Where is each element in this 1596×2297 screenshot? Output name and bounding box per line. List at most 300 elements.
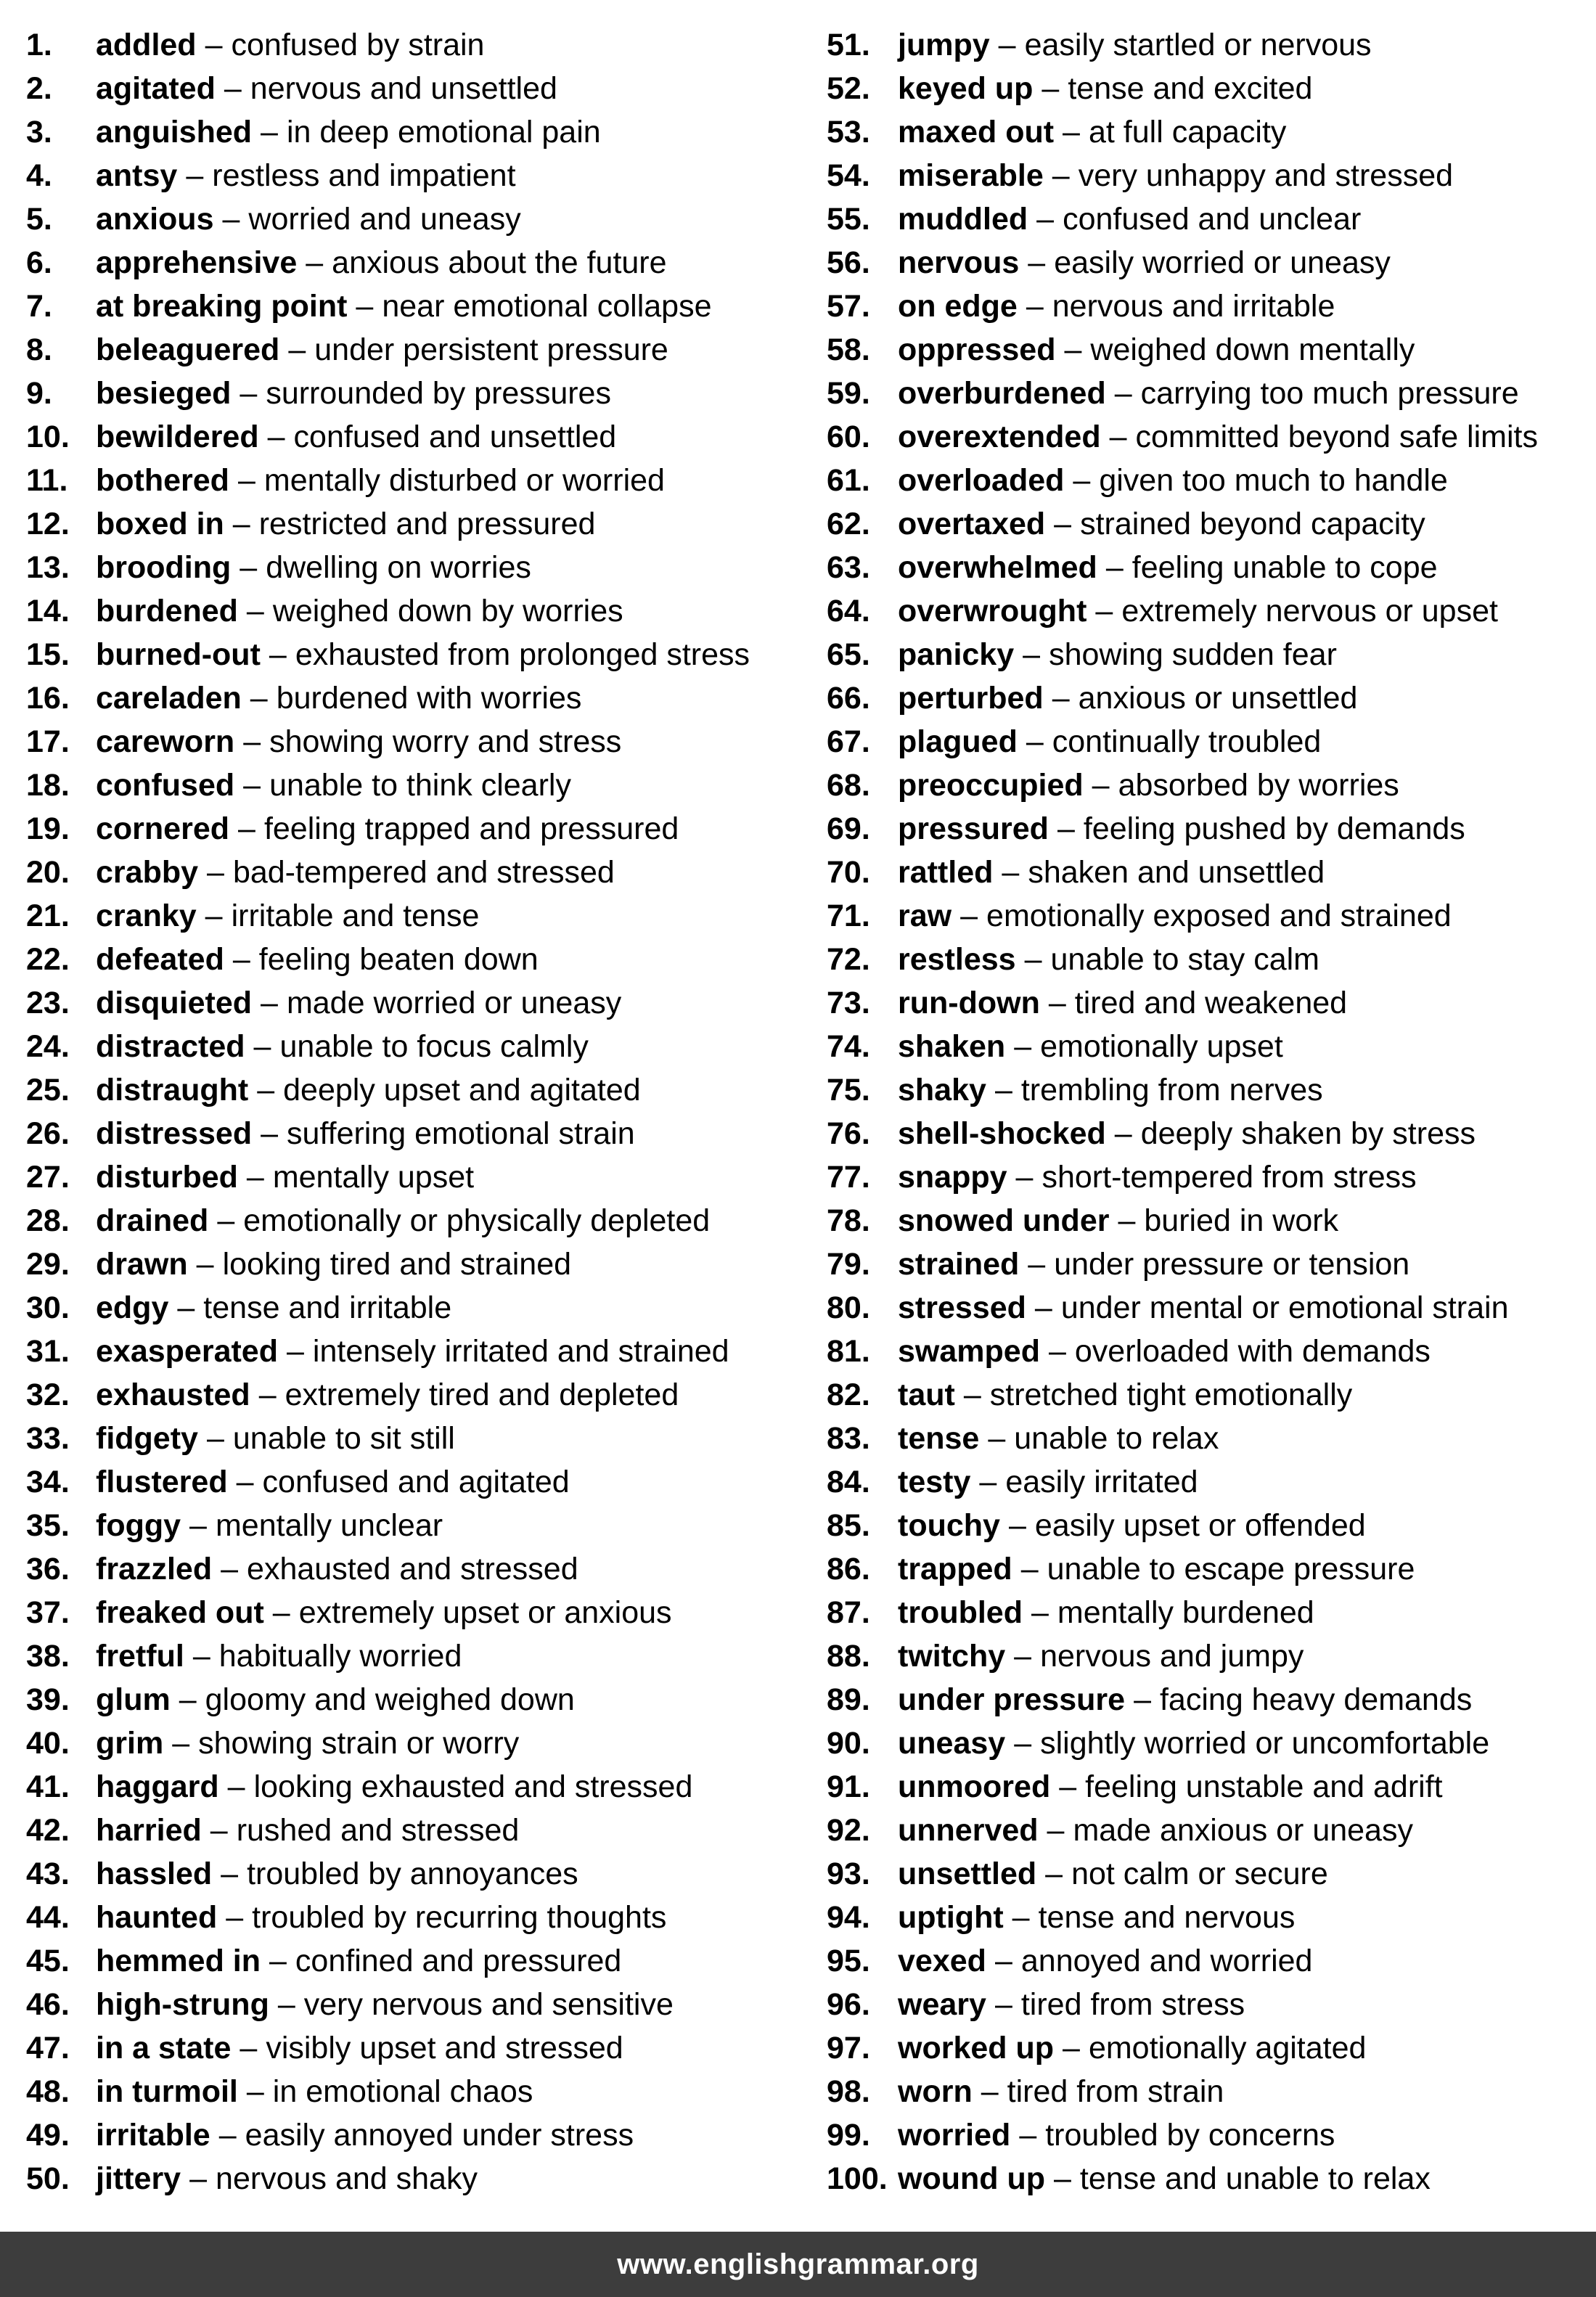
entry-number: 91.	[827, 1769, 870, 1804]
list-item	[26, 415, 795, 459]
list-item	[26, 1068, 795, 1112]
entry-term: vexed	[898, 1944, 986, 1978]
list-item	[827, 1721, 1596, 1765]
entry-separator: –	[1048, 1334, 1066, 1369]
entry-term: careworn	[96, 724, 235, 759]
list-item	[26, 1547, 795, 1591]
entry-definition: under persistent pressure	[314, 332, 668, 367]
entry-separator: –	[240, 550, 258, 585]
entry-definition: feeling unstable and adrift	[1085, 1769, 1443, 1804]
entry-separator: –	[1047, 1813, 1065, 1848]
list-item	[827, 241, 1596, 284]
entry-definition: showing strain or worry	[198, 1726, 520, 1761]
entry-term: bothered	[96, 463, 229, 498]
entry-separator: –	[261, 986, 278, 1020]
list-item	[827, 1199, 1596, 1242]
entry-term: worn	[898, 2074, 973, 2109]
list-item	[26, 1460, 795, 1504]
entry-term: beleaguered	[96, 332, 280, 367]
entry-definition: emotionally upset	[1040, 1029, 1283, 1064]
entry-definition: deeply shaken by stress	[1140, 1116, 1476, 1151]
entry-separator: –	[998, 28, 1016, 62]
list-item	[26, 328, 795, 372]
entry-separator: –	[288, 332, 306, 367]
entry-number: 93.	[827, 1856, 870, 1891]
list-item	[827, 1678, 1596, 1721]
list-item	[827, 589, 1596, 633]
entry-separator: –	[1019, 2118, 1037, 2153]
list-item	[827, 981, 1596, 1025]
entry-definition: deeply upset and agitated	[283, 1073, 641, 1107]
entry-separator: –	[243, 724, 261, 759]
entry-term: flustered	[96, 1465, 228, 1499]
entry-number: 94.	[827, 1900, 870, 1935]
entry-separator: –	[988, 1421, 1006, 1456]
entry-definition: dwelling on worries	[266, 550, 531, 585]
entry-term: troubled	[898, 1595, 1023, 1630]
entry-definition: in emotional chaos	[272, 2074, 533, 2109]
entry-separator: –	[172, 1726, 190, 1761]
entry-separator: –	[221, 1552, 239, 1586]
list-item	[827, 1068, 1596, 1112]
entry-number: 87.	[827, 1595, 870, 1630]
list-item	[26, 1504, 795, 1547]
entry-definition: tense and irritable	[203, 1290, 452, 1325]
entry-term: haggard	[96, 1769, 219, 1804]
entry-number: 89.	[827, 1682, 870, 1717]
list-item	[26, 1939, 795, 1983]
entry-number: 70.	[827, 855, 870, 890]
entry-separator: –	[1020, 1552, 1039, 1586]
list-item	[26, 1591, 795, 1634]
entry-separator: –	[1054, 2161, 1071, 2196]
entry-separator: –	[981, 2074, 999, 2109]
entry-term: shell-shocked	[898, 1116, 1106, 1151]
entry-term: snowed under	[898, 1203, 1110, 1238]
list-item	[827, 415, 1596, 459]
entry-number: 53.	[827, 115, 870, 150]
entry-term: maxed out	[898, 115, 1055, 150]
entry-term: distracted	[96, 1029, 245, 1064]
footer-url[interactable]: www.englishgrammar.org	[617, 2248, 979, 2280]
entry-number: 74.	[827, 1029, 870, 1064]
entry-term: overloaded	[898, 463, 1065, 498]
entry-definition: looking tired and strained	[222, 1247, 572, 1282]
entry-separator: –	[1134, 1682, 1151, 1717]
entry-separator: –	[238, 811, 255, 846]
entry-definition: tired from stress	[1020, 1987, 1245, 2022]
list-item	[827, 938, 1596, 981]
entry-separator: –	[261, 115, 278, 150]
entry-separator: –	[1095, 594, 1113, 628]
list-item	[827, 1112, 1596, 1155]
list-item	[26, 2070, 795, 2113]
list-item	[26, 851, 795, 894]
entry-term: pressured	[898, 811, 1049, 846]
list-item	[827, 110, 1596, 154]
entry-term: run-down	[898, 986, 1040, 1020]
list-item	[26, 676, 795, 720]
entry-number: 45.	[26, 1944, 70, 1978]
entry-separator: –	[1092, 768, 1110, 803]
list-item	[26, 1634, 795, 1678]
entry-number: 61.	[827, 463, 870, 498]
list-item	[827, 197, 1596, 241]
entry-definition: overloaded with demands	[1074, 1334, 1431, 1369]
entry-number: 57.	[827, 289, 870, 324]
entry-separator: –	[1026, 724, 1044, 759]
entry-separator: –	[217, 1203, 235, 1238]
entry-number: 55.	[827, 202, 870, 237]
entry-number: 82.	[827, 1377, 870, 1412]
word-list-column-left	[26, 23, 795, 2200]
entry-separator: –	[1015, 1160, 1034, 1195]
entry-term: freaked out	[96, 1595, 264, 1630]
list-item	[827, 1155, 1596, 1199]
entry-term: cornered	[96, 811, 230, 846]
entry-term: cranky	[96, 898, 197, 933]
list-item	[26, 1025, 795, 1068]
entry-definition: slightly worried or uncomfortable	[1040, 1726, 1490, 1761]
list-item	[26, 894, 795, 938]
entry-definition: extremely tired and depleted	[285, 1377, 679, 1412]
entry-definition: nervous and shaky	[216, 2161, 478, 2196]
list-item	[827, 1025, 1596, 1068]
list-item	[827, 2026, 1596, 2070]
entry-term: at breaking point	[96, 289, 348, 324]
entry-separator: –	[269, 637, 287, 672]
list-item	[827, 2113, 1596, 2157]
entry-term: overburdened	[898, 376, 1106, 411]
entry-definition: annoyed and worried	[1020, 1944, 1313, 1978]
list-item	[26, 1896, 795, 1939]
entry-definition: made anxious or uneasy	[1073, 1813, 1413, 1848]
entry-separator: –	[1059, 1769, 1077, 1804]
entry-term: under pressure	[898, 1682, 1126, 1717]
entry-term: oppressed	[898, 332, 1056, 367]
entry-definition: tired and weakened	[1074, 986, 1348, 1020]
entry-definition: not calm or secure	[1071, 1856, 1328, 1891]
entry-definition: given too much to handle	[1099, 463, 1448, 498]
entry-number: 49.	[26, 2118, 70, 2153]
entry-definition: confused and agitated	[262, 1465, 570, 1499]
entry-term: grim	[96, 1726, 164, 1761]
entry-number: 62.	[827, 507, 870, 541]
entry-separator: –	[243, 768, 261, 803]
entry-definition: unable to relax	[1014, 1421, 1219, 1456]
entry-separator: –	[227, 1769, 245, 1804]
list-item	[26, 197, 795, 241]
entry-definition: carrying too much pressure	[1140, 376, 1519, 411]
entry-separator: –	[356, 289, 374, 324]
entry-separator: –	[287, 1334, 304, 1369]
entry-separator: –	[207, 855, 224, 890]
entry-term: twitchy	[898, 1639, 1006, 1674]
entry-definition: very unhappy and stressed	[1078, 158, 1454, 193]
list-item	[827, 67, 1596, 110]
entry-separator: –	[1073, 463, 1091, 498]
entry-separator: –	[277, 1987, 295, 2022]
entry-term: plagued	[898, 724, 1018, 759]
entry-definition: at full capacity	[1088, 115, 1287, 150]
entry-number: 76.	[827, 1116, 870, 1151]
entry-number: 3.	[26, 115, 52, 150]
entry-number: 8.	[26, 332, 52, 367]
list-item	[26, 589, 795, 633]
entry-definition: exhausted and stressed	[247, 1552, 578, 1586]
list-item	[26, 1678, 795, 1721]
entry-term: irritable	[96, 2118, 210, 2153]
list-item	[26, 720, 795, 763]
entry-separator: –	[1063, 2031, 1080, 2065]
entry-number: 1.	[26, 28, 52, 62]
entry-separator: –	[1114, 376, 1132, 411]
entry-number: 19.	[26, 811, 70, 846]
entry-definition: short-tempered from stress	[1042, 1160, 1417, 1195]
entry-term: touchy	[898, 1508, 1000, 1543]
entry-term: boxed in	[96, 507, 224, 541]
entry-definition: tense and excited	[1068, 71, 1313, 106]
entry-separator: –	[1014, 1639, 1032, 1674]
entry-term: rattled	[898, 855, 994, 890]
entry-separator: –	[179, 1682, 197, 1717]
list-item	[26, 1417, 795, 1460]
entry-separator: –	[240, 2031, 258, 2065]
list-item	[827, 2070, 1596, 2113]
entry-definition: restricted and pressured	[258, 507, 596, 541]
list-item	[26, 1242, 795, 1286]
entry-number: 7.	[26, 289, 52, 324]
entry-number: 85.	[827, 1508, 870, 1543]
entry-definition: troubled by recurring thoughts	[252, 1900, 667, 1935]
entry-separator: –	[1048, 986, 1066, 1020]
entry-term: harried	[96, 1813, 202, 1848]
entry-term: strained	[898, 1247, 1020, 1282]
entry-separator: –	[206, 1421, 224, 1456]
entry-term: hemmed in	[96, 1944, 261, 1978]
entry-number: 40.	[26, 1726, 70, 1761]
entry-number: 13.	[26, 550, 70, 585]
entry-number: 86.	[827, 1552, 870, 1586]
list-item	[827, 894, 1596, 938]
entry-term: taut	[898, 1377, 955, 1412]
entry-definition: mentally burdened	[1057, 1595, 1314, 1630]
entry-term: disturbed	[96, 1160, 238, 1195]
entry-definition: feeling trapped and pressured	[263, 811, 679, 846]
entry-definition: facing heavy demands	[1159, 1682, 1473, 1717]
entry-term: trapped	[898, 1552, 1012, 1586]
entry-number: 66.	[827, 681, 870, 716]
entry-separator: –	[232, 507, 250, 541]
entry-separator: –	[1036, 202, 1055, 237]
entry-definition: mentally upset	[272, 1160, 475, 1195]
entry-number: 99.	[827, 2118, 870, 2153]
entry-term: unsettled	[898, 1856, 1037, 1891]
entry-term: wound up	[898, 2161, 1045, 2196]
list-item	[26, 284, 795, 328]
entry-separator: –	[222, 202, 240, 237]
entry-definition: worried and uneasy	[248, 202, 521, 237]
entry-term: fidgety	[96, 1421, 198, 1456]
entry-separator: –	[250, 681, 268, 716]
list-item	[26, 1809, 795, 1852]
entry-separator: –	[257, 1073, 275, 1107]
entry-term: addled	[96, 28, 197, 62]
entry-separator: –	[269, 1944, 287, 1978]
entry-term: drained	[96, 1203, 209, 1238]
list-item	[827, 720, 1596, 763]
list-item	[827, 851, 1596, 894]
list-item	[827, 546, 1596, 589]
entry-separator: –	[1064, 332, 1082, 367]
entry-separator: –	[960, 898, 978, 933]
entry-term: overextended	[898, 419, 1101, 454]
entry-number: 50.	[26, 2161, 70, 2196]
entry-term: crabby	[96, 855, 199, 890]
list-item	[26, 1286, 795, 1330]
entry-number: 20.	[26, 855, 70, 890]
entry-definition: trembling from nerves	[1020, 1073, 1323, 1107]
list-item	[827, 1809, 1596, 1852]
entry-number: 52.	[827, 71, 870, 106]
entry-term: testy	[898, 1465, 971, 1499]
entry-separator: –	[1031, 1595, 1049, 1630]
list-item	[827, 154, 1596, 197]
entry-term: overtaxed	[898, 507, 1046, 541]
entry-separator: –	[210, 1813, 228, 1848]
entry-number: 37.	[26, 1595, 70, 1630]
entry-separator: –	[246, 594, 264, 628]
entry-separator: –	[1052, 158, 1070, 193]
list-item	[827, 633, 1596, 676]
entry-definition: bad-tempered and stressed	[232, 855, 615, 890]
entry-separator: –	[1028, 1247, 1046, 1282]
entry-number: 44.	[26, 1900, 70, 1935]
entry-term: overwhelmed	[898, 550, 1097, 585]
entry-term: overwrought	[898, 594, 1087, 628]
entry-definition: intensely irritated and strained	[312, 1334, 729, 1369]
entry-definition: absorbed by worries	[1118, 768, 1399, 803]
entry-separator: –	[258, 1377, 277, 1412]
entry-number: 60.	[827, 419, 870, 454]
entry-separator: –	[224, 71, 242, 106]
entry-number: 96.	[827, 1987, 870, 2022]
entry-term: careladen	[96, 681, 242, 716]
entry-definition: unable to focus calmly	[279, 1029, 589, 1064]
entry-number: 29.	[26, 1247, 70, 1282]
entry-definition: anxious or unsettled	[1078, 681, 1358, 716]
entry-definition: easily upset or offended	[1034, 1508, 1366, 1543]
entry-term: burned-out	[96, 637, 261, 672]
entry-number: 22.	[26, 942, 70, 977]
list-item	[827, 1373, 1596, 1417]
entry-term: confused	[96, 768, 235, 803]
entry-definition: gloomy and weighed down	[205, 1682, 575, 1717]
entry-definition: emotionally or physically depleted	[243, 1203, 711, 1238]
entry-separator: –	[1008, 1508, 1026, 1543]
entry-term: agitated	[96, 71, 216, 106]
entry-number: 65.	[827, 637, 870, 672]
list-item	[827, 1634, 1596, 1678]
entry-separator: –	[963, 1377, 981, 1412]
entry-definition: mentally disturbed or worried	[263, 463, 665, 498]
entry-definition: showing worry and stress	[269, 724, 622, 759]
entry-definition: extremely nervous or upset	[1121, 594, 1498, 628]
entry-definition: tense and nervous	[1038, 1900, 1296, 1935]
entry-term: disquieted	[96, 986, 253, 1020]
entry-separator: –	[994, 1987, 1012, 2022]
list-item	[26, 981, 795, 1025]
entry-term: miserable	[898, 158, 1044, 193]
entry-separator: –	[1002, 855, 1020, 890]
entry-separator: –	[237, 463, 255, 498]
entry-separator: –	[1028, 245, 1046, 280]
list-item	[26, 1983, 795, 2026]
list-item	[827, 502, 1596, 546]
entry-definition: under pressure or tension	[1054, 1247, 1410, 1282]
entry-term: muddled	[898, 202, 1028, 237]
entry-number: 78.	[827, 1203, 870, 1238]
list-item	[26, 67, 795, 110]
entry-definition: looking exhausted and stressed	[253, 1769, 693, 1804]
entry-number: 47.	[26, 2031, 70, 2065]
entry-definition: emotionally exposed and strained	[986, 898, 1452, 933]
entry-term: jumpy	[898, 28, 990, 62]
entry-separator: –	[272, 1595, 290, 1630]
entry-number: 34.	[26, 1465, 70, 1499]
entry-number: 43.	[26, 1856, 70, 1891]
entry-separator: –	[1042, 71, 1060, 106]
entry-number: 51.	[827, 28, 870, 62]
entry-term: perturbed	[898, 681, 1044, 716]
entry-term: anguished	[96, 115, 253, 150]
entry-term: fretful	[96, 1639, 184, 1674]
entry-term: in a state	[96, 2031, 232, 2065]
list-item	[827, 1939, 1596, 1983]
entry-separator: –	[189, 2161, 208, 2196]
entry-number: 68.	[827, 768, 870, 803]
entry-definition: tired from strain	[1007, 2074, 1224, 2109]
entry-term: glum	[96, 1682, 171, 1717]
entry-term: drawn	[96, 1247, 188, 1282]
entry-term: on edge	[898, 289, 1018, 324]
entry-separator: –	[1024, 942, 1042, 977]
entry-separator: –	[1045, 1856, 1063, 1891]
entry-separator: –	[306, 245, 324, 280]
entry-term: hassled	[96, 1856, 213, 1891]
entry-number: 41.	[26, 1769, 70, 1804]
entry-term: stressed	[898, 1290, 1026, 1325]
entry-number: 58.	[827, 332, 870, 367]
entry-separator: –	[221, 1856, 239, 1891]
entry-definition: irritable and tense	[231, 898, 480, 933]
entry-term: haunted	[96, 1900, 218, 1935]
list-item	[26, 1330, 795, 1373]
list-item	[827, 1460, 1596, 1504]
list-item	[827, 676, 1596, 720]
list-item	[26, 1112, 795, 1155]
entry-number: 83.	[827, 1421, 870, 1456]
entry-definition: shaken and unsettled	[1028, 855, 1325, 890]
entry-definition: in deep emotional pain	[286, 115, 601, 150]
entry-number: 28.	[26, 1203, 70, 1238]
entry-number: 18.	[26, 768, 70, 803]
list-item	[827, 328, 1596, 372]
entry-term: exhausted	[96, 1377, 250, 1412]
entry-separator: –	[189, 1508, 207, 1543]
entry-number: 67.	[827, 724, 870, 759]
entry-definition: nervous and irritable	[1052, 289, 1335, 324]
